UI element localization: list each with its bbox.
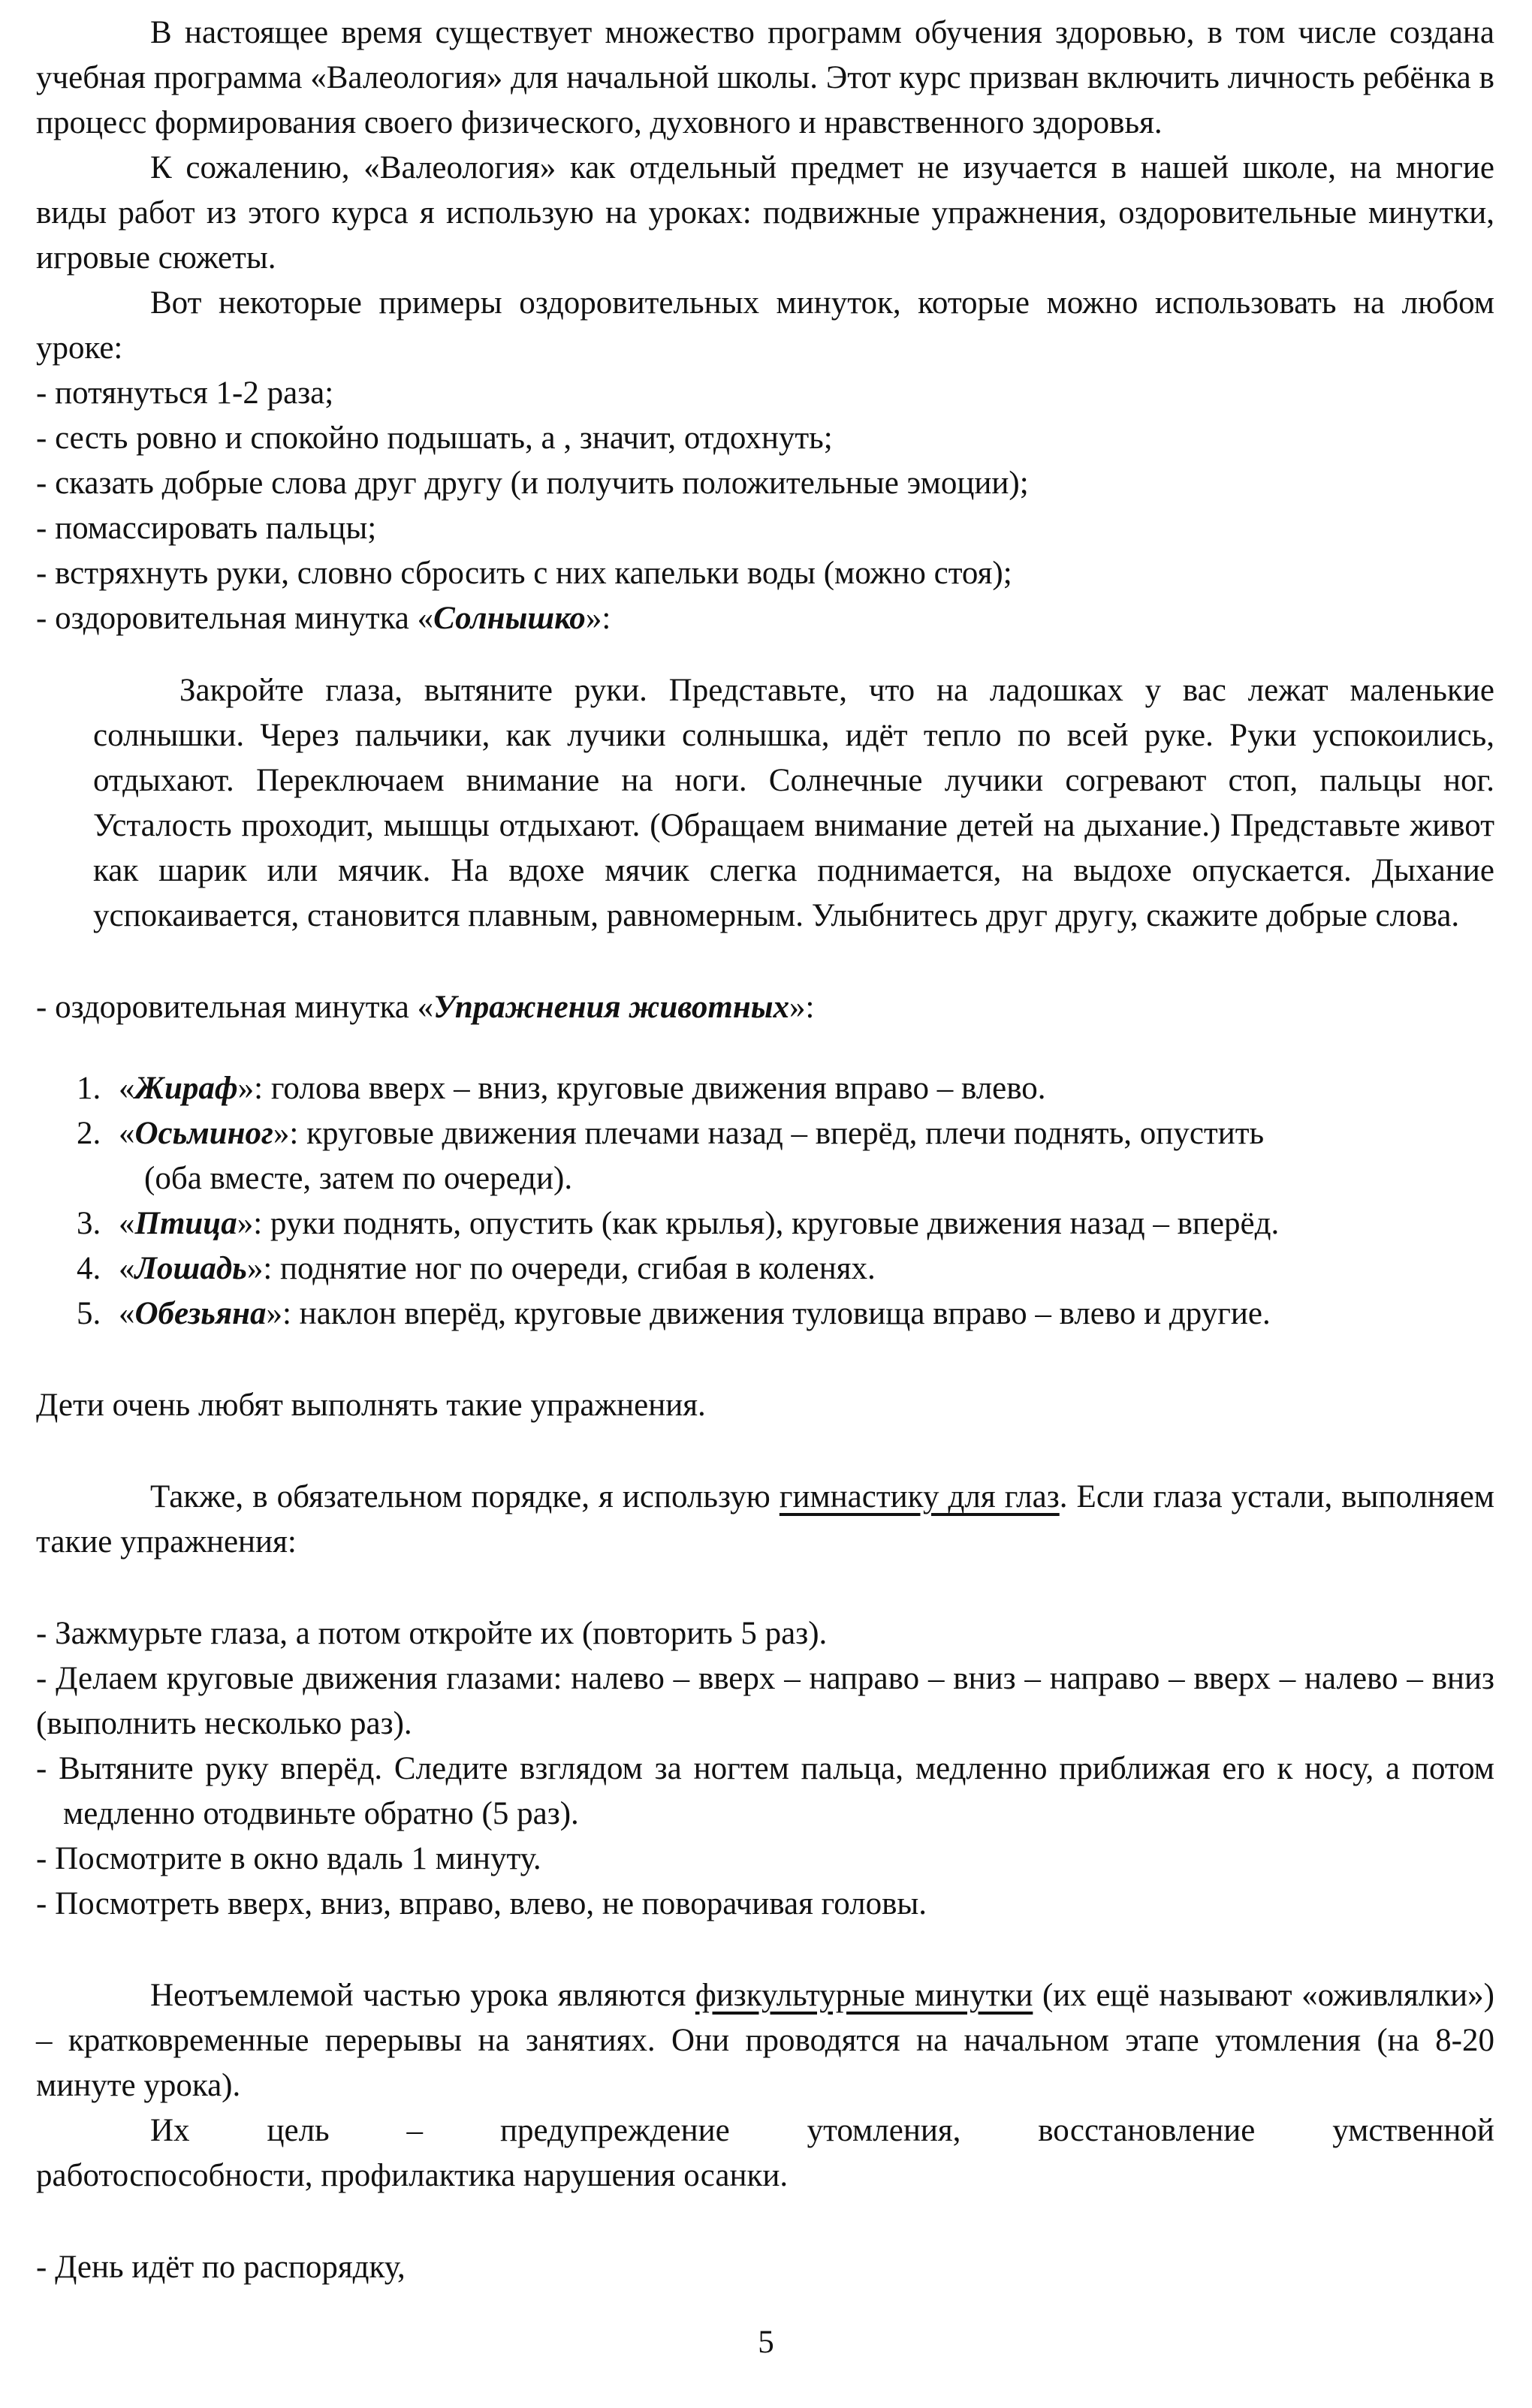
animal-exercises-list [36,1066,1494,1337]
exercise-text: »: руки поднять, опустить (как крылья), круговые движения назад – вперёд. [237,1206,1280,1241]
list-item: - Зажмурьте глаза, а потом откройте их (повторить 5 раз). [36,1616,828,1651]
exercise-name: Лошадь [134,1251,247,1286]
sun-minute-name: Солнышко [433,601,586,636]
list-item: - сказать добрые слова друг другу (и получить положительные эмоции); [36,466,1029,501]
list-item: - Посмотреть вверх, вниз, вправо, влево, не поворачивая головы. [36,1886,927,1921]
item-number: 1. [77,1071,101,1106]
list-item [77,1066,1494,1111]
list-item [77,1111,1494,1201]
fizminutki-text-after: (их ещё называют «оживлялки») – кратковременные перерывы на занятиях. Они проводятся на начальном этапе утомления (на 8-20 минуте урока). [36,1978,1494,2103]
goal-word: цель [267,2113,330,2148]
goal-word: умственной [1332,2113,1494,2148]
health-minutes-list [36,371,1494,641]
list-item: - Посмотрите в окно вдаль 1 минуту. [36,1841,541,1876]
open-quote: « [119,1071,135,1106]
item-number: 4. [77,1251,101,1286]
heading-prefix: - оздоровительная минутка « [36,601,434,636]
animal-minute-heading [36,985,1494,1030]
list-item: - встряхнуть руки, словно сбросить с них капельки воды (можно стоя); [36,556,1012,591]
list-item [77,1201,1494,1246]
exercise-text: »: голова вверх – вниз, круговые движения вправо – влево. [237,1071,1046,1106]
fizminutki-underlined-term: физкультурные минутки [695,1978,1033,2013]
heading-suffix: »: [789,990,815,1025]
goal-word: Их [150,2113,190,2148]
open-quote: « [119,1206,135,1241]
exercise-name: Жираф [134,1071,238,1106]
item-number: 5. [77,1296,101,1331]
exercise-name: Птица [134,1206,237,1241]
fizminutki-paragraph [36,1973,1494,2108]
goal-line-continued: работоспособности, профилактика нарушения осанки. [36,2158,789,2193]
list-item: - Вытяните руку вперёд. Следите взглядом за ногтем пальца, медленно приближая его к носу, а потом медленно отодвиньте обратно (5 раз). [36,1751,1494,1831]
goal-word: предупреждение [499,2113,730,2148]
exercise-name: Осьминог [134,1116,273,1151]
goal-line [36,2108,1494,2153]
list-item: - сесть ровно и спокойно подышать, а , значит, отдохнуть; [36,420,833,456]
goal-word: восстановление [1038,2113,1256,2148]
exercise-text-continued: (оба вместе, затем по очереди). [144,1161,573,1196]
page-number: 5 [758,2325,774,2360]
intro-paragraph-3: Вот некоторые примеры оздоровительных минуток, которые можно использовать на любом уроке: [36,285,1494,366]
exercise-text: »: наклон вперёд, круговые движения туловища вправо – влево и другие. [266,1296,1271,1331]
list-item [77,1291,1494,1337]
eye-gym-text-after: . Если глаза устали, выполняем такие упражнения: [36,1479,1494,1560]
heading-prefix: - оздоровительная минутка « [36,990,434,1025]
intro-paragraph-2: К сожалению, «Валеология» как отдельный предмет не изучается в нашей школе, на многие виды работ из этого курса я использую на уроках: подвижные упражнения, оздоровительные минутки, игровые сюжеты. [36,150,1494,276]
goal-word: утомления, [807,2113,961,2148]
eye-gym-underlined-term: гимнастику для глаз [779,1479,1060,1514]
eye-gym-paragraph [36,1475,1494,1565]
fizminutki-text-before: Неотъемлемой частью урока являются [150,1978,695,2013]
exercise-name: Обезьяна [134,1296,267,1331]
open-quote: « [119,1251,135,1286]
list-item: - Делаем круговые движения глазами: налево – вверх – направо – вниз – направо – вверх – налево – вниз (выполнить несколько раз). [36,1661,1494,1741]
animal-minute-name: Упражнения животных [433,990,790,1025]
kids-love-paragraph: Дети очень любят выполнять такие упражнения. [36,1388,706,1423]
heading-suffix: »: [585,601,611,636]
sun-minute-heading [36,596,1494,641]
sun-minute-text: Закройте глаза, вытяните руки. Представьте, что на ладошках у вас лежат маленькие солнышки. Через пальчики, как лучики солнышка, идёт тепло по всей руке. Руки успокоились, отдыхают. Переключаем внимание на ноги. Солнечные лучики согревают стоп, пальцы ног. Усталость проходит, мышцы отдыхают. (Обращаем внимание детей на дыхание.) Представьте живот как шарик или мячик. На вдохе мячик слегка поднимается, на выдохе опускается. Дыхание успокаивается, становится плавным, равномерным. Улыбнитесь друг другу, скажите добрые слова. [93,673,1494,933]
open-quote: « [119,1296,135,1331]
open-quote: « [119,1116,135,1151]
eye-gym-text-before: Также, в обязательном порядке, я использую [150,1479,780,1514]
exercise-text: »: круговые движения плечами назад – вперёд, плечи поднять, опустить [273,1116,1265,1151]
day-line: - День идёт по распорядку, [36,2250,406,2285]
page-content [36,11,1494,2290]
eye-exercises-list [36,1611,1494,1927]
item-number: 2. [77,1116,101,1151]
goal-word: – [406,2113,424,2148]
list-item: - помассировать пальцы; [36,511,377,546]
item-number: 3. [77,1206,101,1241]
intro-paragraph-1: В настоящее время существует множество программ обучения здоровью, в том числе создана учебная программа «Валеология» для начальной школы. Этот курс призван включить личность ребёнка в процесс формирования своего физического, духовного и нравственного здоровья. [36,15,1494,140]
exercise-text: »: поднятие ног по очереди, сгибая в коленях. [246,1251,876,1286]
list-item: - потянуться 1-2 раза; [36,375,334,411]
list-item [77,1246,1494,1291]
